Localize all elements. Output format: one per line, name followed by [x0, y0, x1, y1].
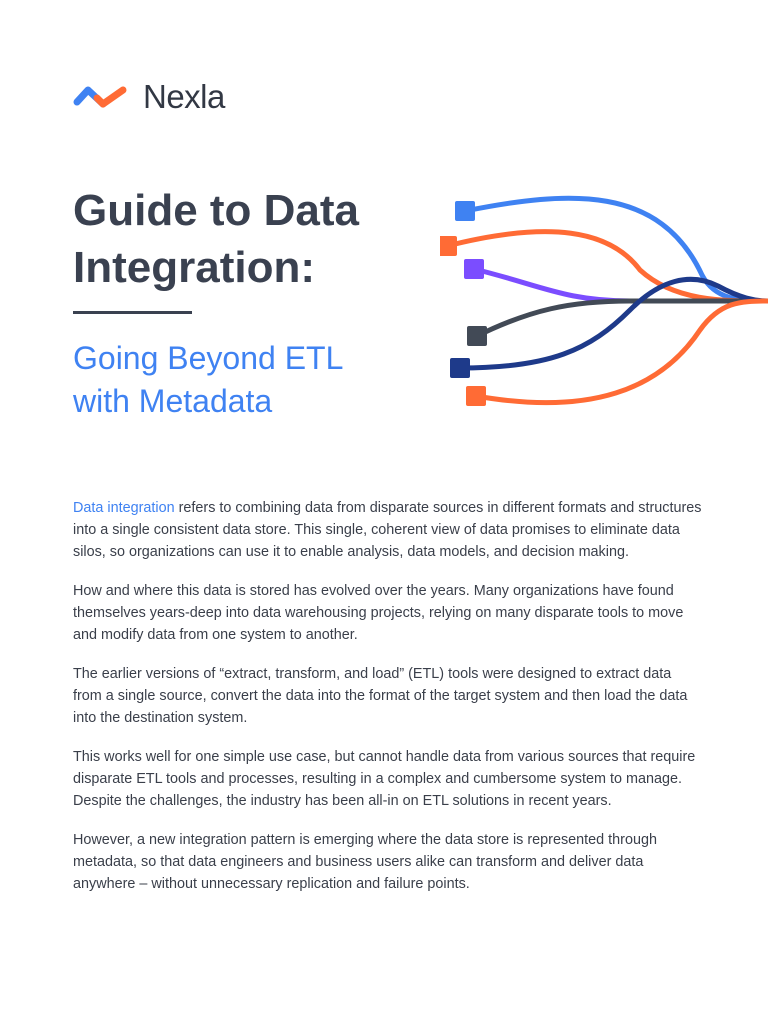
paragraph-5: However, a new integration pattern is emerging where the data store is represented through metadata, so that data engineers and business users alike can transform and deliver data anywhere – without unnecessary replication and failure points.	[73, 832, 657, 892]
data-integration-link[interactable]: Data integration	[73, 500, 175, 516]
source-node-purple	[464, 259, 484, 279]
source-node-orange-top	[440, 236, 457, 256]
subtitle	[73, 337, 413, 423]
title-line-2: Integration:	[73, 243, 315, 292]
nexla-logo	[73, 78, 225, 116]
subtitle-line-2: with Metadata	[73, 383, 273, 419]
paragraph-1	[73, 497, 703, 563]
paragraph-1-text: refers to combining data from disparate sources in different formats and structures into a single consistent data store. This single, coherent view of data promises to eliminate data silos, so organizations can use it to enable analysis, data models, and decision making.	[73, 500, 702, 560]
source-node-orange-bottom	[466, 386, 486, 406]
data-flow-illustration	[440, 190, 768, 420]
source-node-navy	[450, 358, 470, 378]
paragraph-4: This works well for one simple use case, but cannot handle data from various sources that require disparate ETL tools and processes, resulting in a complex and cumbersome system to manage. Despite the challenges, the industry has been all-in on ETL solutions in recent years.	[73, 749, 696, 809]
title-divider	[73, 311, 192, 314]
nexla-logo-mark-icon	[73, 80, 129, 114]
title-line-1: Guide to Data	[73, 186, 360, 235]
source-node-blue	[455, 201, 475, 221]
paragraph-3: The earlier versions of “extract, transform, and load” (ETL) tools were designed to extract data from a single source, convert the data into the format of the target system and then load the data into the destination system.	[73, 666, 688, 726]
intro-body	[73, 497, 703, 912]
source-node-charcoal	[467, 326, 487, 346]
paragraph-2: How and where this data is stored has evolved over the years. Many organizations have found themselves years-deep into data warehousing projects, relying on many disparate tools to move and modify data from one system to another.	[73, 583, 684, 643]
subtitle-line-1: Going Beyond ETL	[73, 340, 344, 376]
logo-wordmark: Nexla	[143, 78, 225, 115]
page-title	[73, 182, 453, 296]
